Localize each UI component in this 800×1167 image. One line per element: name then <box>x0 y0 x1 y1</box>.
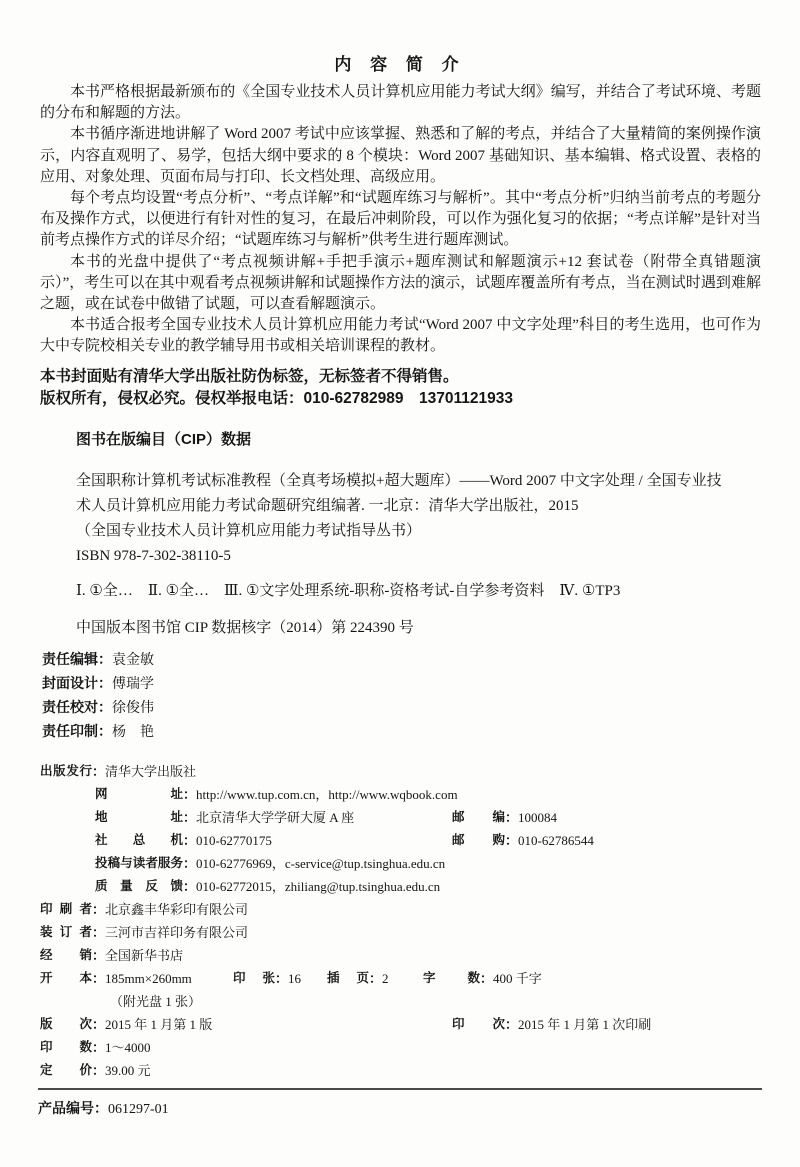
label-colon: ： <box>183 879 197 894</box>
product-number-value: 061297-01 <box>108 1102 169 1117</box>
label-colon: ： <box>92 1017 106 1032</box>
wordcount-value: 400 千字 <box>493 971 542 986</box>
price-label: 定价 <box>40 1063 92 1077</box>
staff-row <box>42 647 154 671</box>
inserts-value: 2 <box>382 971 389 986</box>
staff-value: 徐俊伟 <box>112 701 154 716</box>
publishing-info <box>40 760 766 1082</box>
cip-heading: 图书在版编目（CIP）数据 <box>76 431 252 448</box>
staff-label: 责任校对 <box>42 699 98 715</box>
label-colon: ： <box>92 1063 106 1078</box>
address-value: 北京清华大学学研大厦 A 座 <box>196 810 355 825</box>
staff-credits <box>42 647 154 743</box>
staff-label: 责任印制 <box>42 723 98 739</box>
website-row <box>40 783 766 806</box>
reader-service-value: 010-62776969，c-service@tup.tsinghua.edu.cn <box>196 856 446 871</box>
print-run-label: 印数 <box>40 1040 92 1054</box>
inserts-segment <box>327 967 389 990</box>
label-colon: ： <box>92 764 106 779</box>
label-colon: ： <box>98 699 112 715</box>
label-colon: ： <box>92 902 106 917</box>
reader-service-row <box>40 852 766 875</box>
printer-value: 北京鑫丰华彩印有限公司 <box>105 902 249 917</box>
switchboard-label: 社总机 <box>95 833 183 847</box>
page-title: 内 容 简 介 <box>334 55 466 74</box>
print-run-row <box>40 1036 766 1059</box>
format-row <box>40 967 766 990</box>
cip-description-line2: 术人员计算机应用能力考试命题研究组编著. 一北京：清华大学出版社，2015 <box>76 498 579 514</box>
label-colon: ： <box>92 1040 106 1055</box>
staff-label: 责任编辑 <box>42 651 98 667</box>
cip-classification: Ⅰ. ①全… Ⅱ. ①全… Ⅲ. ①文字处理系统-职称-资格考试-自学参考资料 Ⅳ. ①TP3 <box>76 583 621 599</box>
format-note-row <box>40 990 766 1013</box>
format-label: 开本 <box>40 971 92 985</box>
mailorder-segment <box>452 829 594 852</box>
quality-feedback-row <box>40 875 766 898</box>
intro-paragraph: 本书严格根据最新颁布的《全国专业技术人员计算机应用能力考试大纲》编写，并结合了考试环境、考题的分布和解题的方法。 <box>40 84 761 122</box>
address-label: 地址 <box>95 810 183 824</box>
label-colon: ： <box>369 971 383 986</box>
cip-description-line1: 全国职称计算机考试标准教程（全真考场模拟+超大题库）——Word 2007 中文字处理 / 全国专业技 <box>76 473 722 489</box>
mailorder-value: 010-62786544 <box>518 833 594 848</box>
intro-paragraph: 本书的光盘中提供了“考点视频讲解+手把手演示+题库测试和解题演示+12 套试卷（附带全真错题演示）”，考生可以在其中观看考点视频讲解和试题操作方法的演示，试题库覆盖所有考点，当在测试时遇到难解之题，或在试卷中做错了试题，可以查看解题演示。 <box>40 253 761 313</box>
publisher-label: 出版发行 <box>40 764 92 778</box>
staff-row <box>42 695 154 719</box>
printer-row <box>40 898 766 921</box>
binder-value: 三河市吉祥印务有限公司 <box>105 925 249 940</box>
switchboard-row <box>40 829 766 852</box>
label-colon: ： <box>98 651 112 667</box>
label-colon: ： <box>275 971 289 986</box>
staff-row <box>42 671 154 695</box>
format-value: 185mm×260mm <box>105 971 192 986</box>
postcode-segment <box>452 806 557 829</box>
staff-value: 杨 艳 <box>112 725 154 740</box>
quality-feedback-label: 质量反馈 <box>95 879 183 893</box>
distributor-value: 全国新华书店 <box>105 948 184 963</box>
sheets-value: 16 <box>288 971 302 986</box>
sheets-label: 印张 <box>233 971 275 985</box>
cip-record-number: 中国版本图书馆 CIP 数据核字（2014）第 224390 号 <box>76 620 414 636</box>
staff-label: 封面设计 <box>42 675 98 691</box>
copyright-report-line: 版权所有，侵权必究。侵权举报电话：010-62782989 13701121933 <box>40 390 513 407</box>
label-colon: ： <box>505 810 519 825</box>
staff-row <box>42 719 154 743</box>
publisher-row <box>40 760 766 783</box>
intro-paragraph: 每个考点均设置“考点分析”、“考点详解”和“试题库练习与解析”。其中“考点分析”归纳当前考点的考题分布及操作方式，以便进行有针对性的复习，在最后冲刺阶段，可以作为强化复习的依据；“考点详解”是针对当前考点操作方式的详尽介绍；“试题库练习与解析”供考生进行题库测试。 <box>40 190 761 249</box>
printer-label: 印刷者 <box>40 902 92 916</box>
intro-paragraph: 本书循序渐进地讲解了 Word 2007 考试中应该掌握、熟悉和了解的考点，并结合了大量精简的案例操作演示，内容直观明了、易学，包括大纲中要求的 8 个模块：Word 2007 基础知识、基本编辑、格式设置、表格的应用、对象处理、页面布局与打印、长文档处理、高级应用。 <box>40 126 761 185</box>
intro-paragraph: 本书适合报考全国专业技术人员计算机应用能力考试“Word 2007 中文字处理”科目的考生选用，也可作为大中专院校相关专业的教学辅导用书或相关培训课程的教材。 <box>40 317 761 355</box>
price-value: 39.00 元 <box>105 1063 151 1078</box>
label-colon: ： <box>183 833 197 848</box>
label-colon: ： <box>505 833 519 848</box>
label-colon: ： <box>92 948 106 963</box>
binder-label: 装订者 <box>40 925 92 939</box>
website-urls: http://www.tup.com.cn，http://www.wqbook.com <box>196 787 458 802</box>
inserts-label: 插页 <box>327 971 369 985</box>
label-colon: ： <box>98 675 112 691</box>
product-number-label: 产品编号 <box>38 1100 94 1116</box>
cd-note: （附光盘 1 张） <box>110 994 202 1009</box>
impression-segment <box>452 1013 651 1036</box>
distributor-label: 经销 <box>40 948 92 962</box>
label-colon: ： <box>94 1100 108 1116</box>
price-row <box>40 1059 766 1082</box>
mailorder-label: 邮购 <box>452 833 505 847</box>
label-colon: ： <box>480 971 494 986</box>
impression-value: 2015 年 1 月第 1 次印刷 <box>518 1017 652 1032</box>
distributor-row <box>40 944 766 967</box>
binder-row <box>40 921 766 944</box>
sheets-segment <box>233 967 301 990</box>
cip-series-note: （全国专业技术人员计算机应用能力考试指导丛书） <box>76 523 422 539</box>
isbn: ISBN 978-7-302-38110-5 <box>76 548 231 564</box>
impression-label: 印次 <box>452 1017 505 1031</box>
label-colon: ： <box>92 971 106 986</box>
product-number-row <box>38 1098 169 1120</box>
intro-section <box>40 82 761 358</box>
reader-service-label: 投稿与读者服务 <box>95 856 183 870</box>
anti-piracy-line: 本书封面贴有清华大学出版社防伪标签，无标签者不得销售。 <box>40 368 459 385</box>
edition-row <box>40 1013 766 1036</box>
quality-feedback-value: 010-62772015，zhiliang@tup.tsinghua.edu.cn <box>196 879 441 894</box>
label-colon: ： <box>183 810 197 825</box>
staff-value: 袁金敏 <box>112 653 154 668</box>
cip-section <box>76 430 766 641</box>
edition-label: 版次 <box>40 1017 92 1031</box>
staff-value: 傅瑞学 <box>112 677 154 692</box>
label-colon: ： <box>183 787 197 802</box>
website-label: 网址 <box>95 787 183 801</box>
publisher-name: 清华大学出版社 <box>105 764 197 779</box>
address-row <box>40 806 766 829</box>
anti-piracy-notice <box>40 366 761 410</box>
divider-rule <box>38 1088 762 1090</box>
label-colon: ： <box>92 925 106 940</box>
wordcount-label: 字数 <box>423 971 480 985</box>
edition-value: 2015 年 1 月第 1 版 <box>105 1017 213 1032</box>
postcode-value: 100084 <box>518 810 558 825</box>
wordcount-segment <box>423 967 542 990</box>
postcode-label: 邮编 <box>452 810 505 824</box>
label-colon: ： <box>505 1017 519 1032</box>
print-run-value: 1～4000 <box>105 1040 151 1055</box>
switchboard-value: 010-62770175 <box>196 833 272 848</box>
label-colon: ： <box>98 723 112 739</box>
label-colon: ： <box>183 856 197 871</box>
